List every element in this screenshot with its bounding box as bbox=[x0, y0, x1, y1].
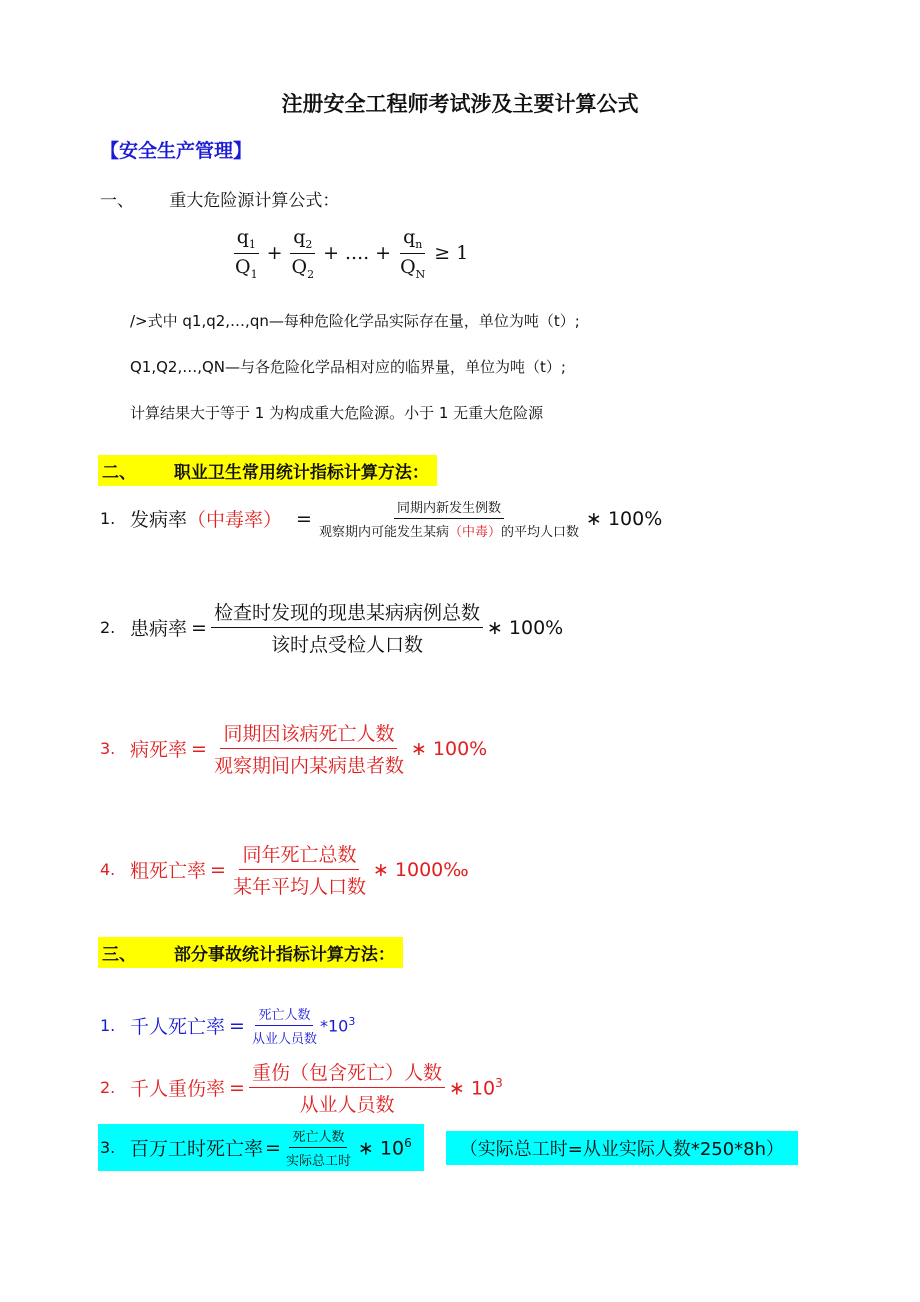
part3-heading bbox=[98, 937, 403, 968]
numerator: 同期内新发生例数 bbox=[394, 497, 504, 519]
section-heading-safety-management: 【安全生产管理】 bbox=[100, 140, 253, 162]
formula-label: 病死率 bbox=[130, 739, 188, 761]
part1-heading-text: 重大危险源计算公式： bbox=[169, 191, 340, 211]
equals-sign: = bbox=[210, 858, 226, 881]
equals-sign: = bbox=[296, 507, 312, 530]
item-index: 4. bbox=[100, 860, 116, 879]
formula-prevalence-rate bbox=[100, 598, 567, 657]
multiplier: ∗ $10^6$ bbox=[357, 1135, 412, 1160]
numerator: 同年死亡总数 bbox=[239, 840, 359, 870]
numerator: 同期因该病死亡人数 bbox=[220, 719, 397, 749]
item-index: 3. bbox=[100, 1138, 116, 1157]
part1-number: 一、 bbox=[100, 191, 134, 211]
part2-heading-text: 职业卫生常用统计指标计算方法： bbox=[173, 463, 429, 483]
multiplier: $*10^3$ bbox=[319, 1015, 356, 1036]
formula-term-2: $\frac{q_2}{Q_2}$ bbox=[291, 226, 315, 281]
multiplier: ∗ $10^3$ bbox=[448, 1075, 503, 1100]
document-title: 注册安全工程师考试涉及主要计算公式 bbox=[281, 92, 639, 116]
formula-label: 千人重伤率 bbox=[130, 1078, 226, 1100]
denominator: 从业人员数 bbox=[299, 1094, 395, 1116]
formula-case-fatality-rate bbox=[100, 719, 491, 778]
denominator: 某年平均人口数 bbox=[232, 876, 366, 898]
formula-note-Q: Q1,Q2,…,QN—与各危险化学品相对应的临界量，单位为吨（t）; bbox=[130, 358, 566, 376]
formula-fraction bbox=[211, 719, 407, 778]
item-index: 2. bbox=[100, 1078, 116, 1097]
formula-fatality-per-million-hours bbox=[98, 1124, 798, 1171]
major-hazard-formula bbox=[232, 226, 468, 281]
greater-equal-one: ≥ 1 bbox=[434, 242, 469, 265]
formula-note-result: 计算结果大于等于 1 为构成重大危险源。小于 1 无重大危险源 bbox=[130, 404, 544, 422]
numerator: 重伤（包含死亡）人数 bbox=[249, 1058, 445, 1088]
formula-fraction bbox=[249, 1004, 320, 1047]
plus-sign: + bbox=[375, 242, 392, 265]
formula-fraction bbox=[230, 840, 369, 899]
formula-label: 千人死亡率 bbox=[130, 1016, 226, 1038]
highlighted-formula bbox=[98, 1124, 424, 1171]
numerator: 死亡人数 bbox=[289, 1126, 347, 1148]
multiplier: ∗ 100% bbox=[586, 507, 663, 530]
total-work-hours-note: （实际总工时=从业实际人数*250*8h） bbox=[446, 1131, 798, 1165]
formula-term-1: $\frac{q_1}{Q_1}$ bbox=[235, 226, 258, 281]
formula-incidence-rate bbox=[100, 497, 666, 540]
equals-sign: = bbox=[229, 1014, 245, 1037]
multiplier: ∗ 100% bbox=[410, 737, 488, 760]
denominator: 观察期内可能发生某病（中毒）的平均人口数 bbox=[318, 525, 579, 540]
formula-label: 粗死亡率 bbox=[130, 860, 207, 882]
denominator: 从业人员数 bbox=[251, 1032, 317, 1047]
equals-sign: = bbox=[229, 1076, 245, 1099]
formula-serious-injury-per-thousand bbox=[100, 1058, 507, 1117]
part2-heading bbox=[98, 455, 437, 486]
formula-label: 百万工时死亡率 bbox=[130, 1138, 264, 1160]
denominator: 观察期间内某病患者数 bbox=[213, 755, 404, 777]
formula-fraction bbox=[316, 497, 582, 540]
numerator: 检查时发现的现患某病病例总数 bbox=[211, 598, 483, 628]
numerator: 死亡人数 bbox=[255, 1004, 313, 1026]
formula-label-extra: （中毒率） bbox=[187, 509, 283, 531]
denominator: 该时点受检人口数 bbox=[270, 634, 423, 656]
formula-fraction bbox=[211, 598, 483, 657]
multiplier: ∗ 1000‰ bbox=[372, 858, 469, 881]
multiplier: ∗ 100% bbox=[486, 616, 564, 639]
item-index: 1. bbox=[100, 1016, 116, 1035]
formula-fraction bbox=[249, 1058, 445, 1117]
formula-fraction bbox=[283, 1126, 354, 1169]
part3-heading-text: 部分事故统计指标计算方法： bbox=[173, 945, 395, 965]
equals-sign: = bbox=[191, 616, 207, 639]
plus-sign: + bbox=[266, 242, 283, 265]
item-index: 3. bbox=[100, 739, 116, 758]
formula-crude-death-rate bbox=[100, 840, 473, 899]
denominator: 实际总工时 bbox=[285, 1154, 351, 1169]
equals-sign: = bbox=[191, 737, 207, 760]
formula-label: 发病率 bbox=[130, 509, 188, 531]
formula-note-q: />式中 q1,q2,…,qn—每种危险化学品实际存在量，单位为吨（t）; bbox=[130, 312, 580, 330]
formula-term-n: $\frac{q_n}{Q_N}$ bbox=[400, 226, 426, 281]
item-index: 2. bbox=[100, 618, 116, 637]
ellipsis: .... bbox=[345, 242, 370, 265]
formula-fatality-per-thousand bbox=[100, 1004, 355, 1047]
item-index: 1. bbox=[100, 509, 116, 528]
part2-number: 二、 bbox=[102, 463, 136, 483]
part3-number: 三、 bbox=[102, 945, 136, 965]
plus-sign: + bbox=[323, 242, 339, 265]
formula-label: 患病率 bbox=[130, 618, 188, 640]
equals-sign: = bbox=[265, 1136, 281, 1159]
part1-heading bbox=[100, 186, 339, 211]
